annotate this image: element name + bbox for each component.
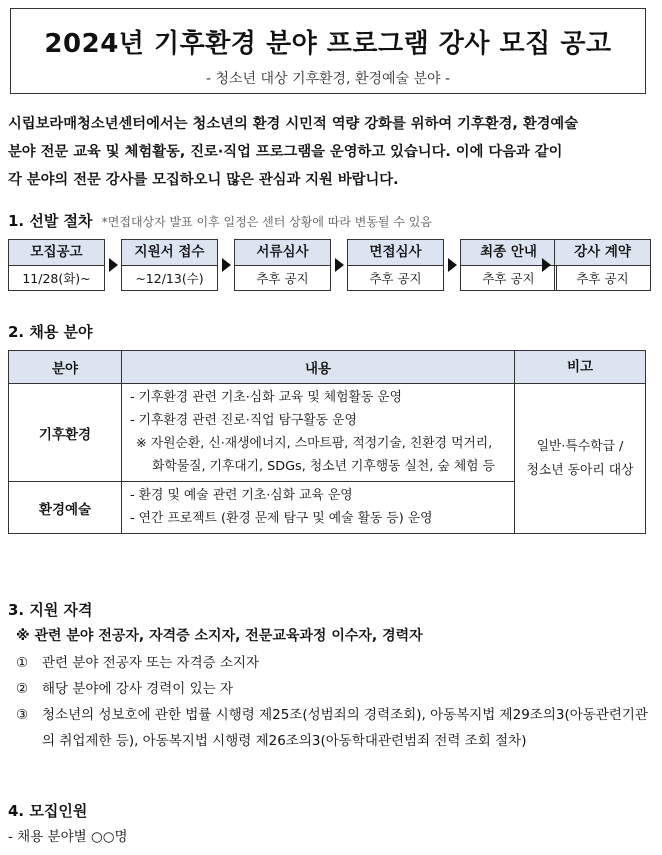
remark-line: 청소년 동아리 대상 bbox=[526, 462, 634, 478]
intro-paragraph bbox=[8, 110, 654, 194]
list-item bbox=[8, 676, 654, 702]
content-line: - 기후환경 관련 진로·직업 탐구활동 운영 bbox=[130, 413, 357, 428]
item-text: 해당 분야에 강사 경력이 있는 자 bbox=[42, 681, 233, 697]
step-date: 추후 공지 bbox=[576, 271, 629, 286]
section-title: 4. 모집인원 bbox=[8, 802, 88, 820]
content-note: ※ 자원순환, 신·재생에너지, 스마트팜, 적정기술, 친환경 먹거리, 화학물질, 기후대기, SDGs, 청소년 기후행동 실천, 숲 체험 등 bbox=[136, 436, 495, 474]
flow-step bbox=[121, 239, 218, 291]
remark-line: 일반·특수학급 / bbox=[536, 438, 624, 454]
item-number: ② bbox=[16, 681, 29, 697]
arrow-right-icon bbox=[222, 258, 231, 272]
item-text: 관련 분야 전공자 또는 자격증 소지자 bbox=[42, 655, 260, 671]
header-content: 내용 bbox=[122, 351, 515, 384]
section-note: *면접대상자 발표 이후 일정은 센터 상황에 따라 변동될 수 있음 bbox=[101, 215, 432, 229]
intro-line: 시립보라매청소년센터에서는 청소년의 환경 시민적 역량 강화를 위하여 기후환경, 환경예술 bbox=[8, 116, 579, 132]
intro-line: 각 분야의 전문 강사를 모집하오니 많은 관심과 지원 바랍니다. bbox=[8, 172, 399, 188]
field-cell: 기후환경 bbox=[9, 384, 122, 482]
content-cell bbox=[122, 384, 515, 482]
intro-line: 분야 전문 교육 및 체험활동, 진로·직업 프로그램을 운영하고 있습니다. 이에 다음과 같이 bbox=[8, 144, 563, 160]
remark-cell bbox=[515, 384, 646, 534]
table-row bbox=[9, 384, 646, 482]
step-label: 강사 계약 bbox=[555, 240, 650, 266]
content-line: - 연간 프로젝트 (환경 문제 탐구 및 예술 활동 등) 운영 bbox=[130, 511, 433, 526]
step-date: 추후 공지 bbox=[369, 271, 422, 286]
field-cell: 환경예술 bbox=[9, 482, 122, 534]
page-title: 2024년 기후환경 분야 프로그램 강사 모집 공고 bbox=[44, 29, 612, 59]
step-label: 지원서 접수 bbox=[122, 240, 217, 266]
section-fields-heading bbox=[8, 321, 93, 342]
section-title: 1. 선발 절차 bbox=[8, 212, 93, 230]
list-item bbox=[8, 650, 654, 676]
page-subtitle: - 청소년 대상 기후환경, 환경예술 분야 - bbox=[205, 71, 451, 87]
content-line: - 환경 및 예술 관련 기초·심화 교육 운영 bbox=[130, 488, 353, 503]
qualification-highlight: ※ 관련 분야 전공자, 자격증 소지자, 전문교육과정 이수자, 경력자 bbox=[16, 628, 423, 644]
section-count-heading bbox=[8, 800, 87, 821]
arrow-right-icon bbox=[448, 258, 457, 272]
recruitment-table bbox=[8, 350, 646, 534]
flow-step bbox=[347, 239, 444, 291]
recruit-count: - 채용 분야별 ○○명 bbox=[8, 829, 128, 845]
step-label: 면접심사 bbox=[348, 240, 443, 266]
qualifications bbox=[8, 598, 654, 754]
step-label: 모집공고 bbox=[9, 240, 104, 266]
selection-flow bbox=[8, 239, 654, 291]
step-date: ~12/13(수) bbox=[135, 271, 204, 286]
arrow-right-icon bbox=[542, 258, 551, 272]
arrow-right-icon bbox=[109, 258, 118, 272]
flow-step bbox=[234, 239, 331, 291]
step-label: 서류심사 bbox=[235, 240, 330, 266]
table-header-row bbox=[9, 351, 646, 384]
step-label: 최종 안내 bbox=[461, 240, 556, 266]
flow-step bbox=[8, 239, 105, 291]
step-date: 추후 공지 bbox=[256, 271, 309, 286]
step-date: 추후 공지 bbox=[482, 271, 535, 286]
item-number: ① bbox=[16, 655, 29, 671]
section-title: 3. 지원 자격 bbox=[8, 601, 93, 619]
content-cell bbox=[122, 482, 515, 534]
section-selection-heading bbox=[8, 210, 432, 231]
arrow-right-icon bbox=[335, 258, 344, 272]
flow-step bbox=[554, 239, 651, 291]
content-line: - 기후환경 관련 기초·심화 교육 및 체험활동 운영 bbox=[130, 390, 403, 405]
title-box bbox=[10, 8, 646, 94]
item-number: ③ bbox=[16, 707, 29, 723]
section-title: 2. 채용 분야 bbox=[8, 323, 93, 341]
list-item bbox=[8, 702, 654, 754]
header-field: 분야 bbox=[9, 351, 122, 384]
item-text: 청소년의 성보호에 관한 법률 시행령 제25조(성범죄의 경력조회), 아동복지법 제29조의3(아동관련기관의 취업제한 등), 아동복지법 시행령 제26조의3(아동학대관련범죄 전력 조회 절차) bbox=[42, 707, 648, 749]
step-date: 11/28(화)~ bbox=[22, 271, 91, 286]
header-note: 비고 bbox=[515, 351, 646, 384]
